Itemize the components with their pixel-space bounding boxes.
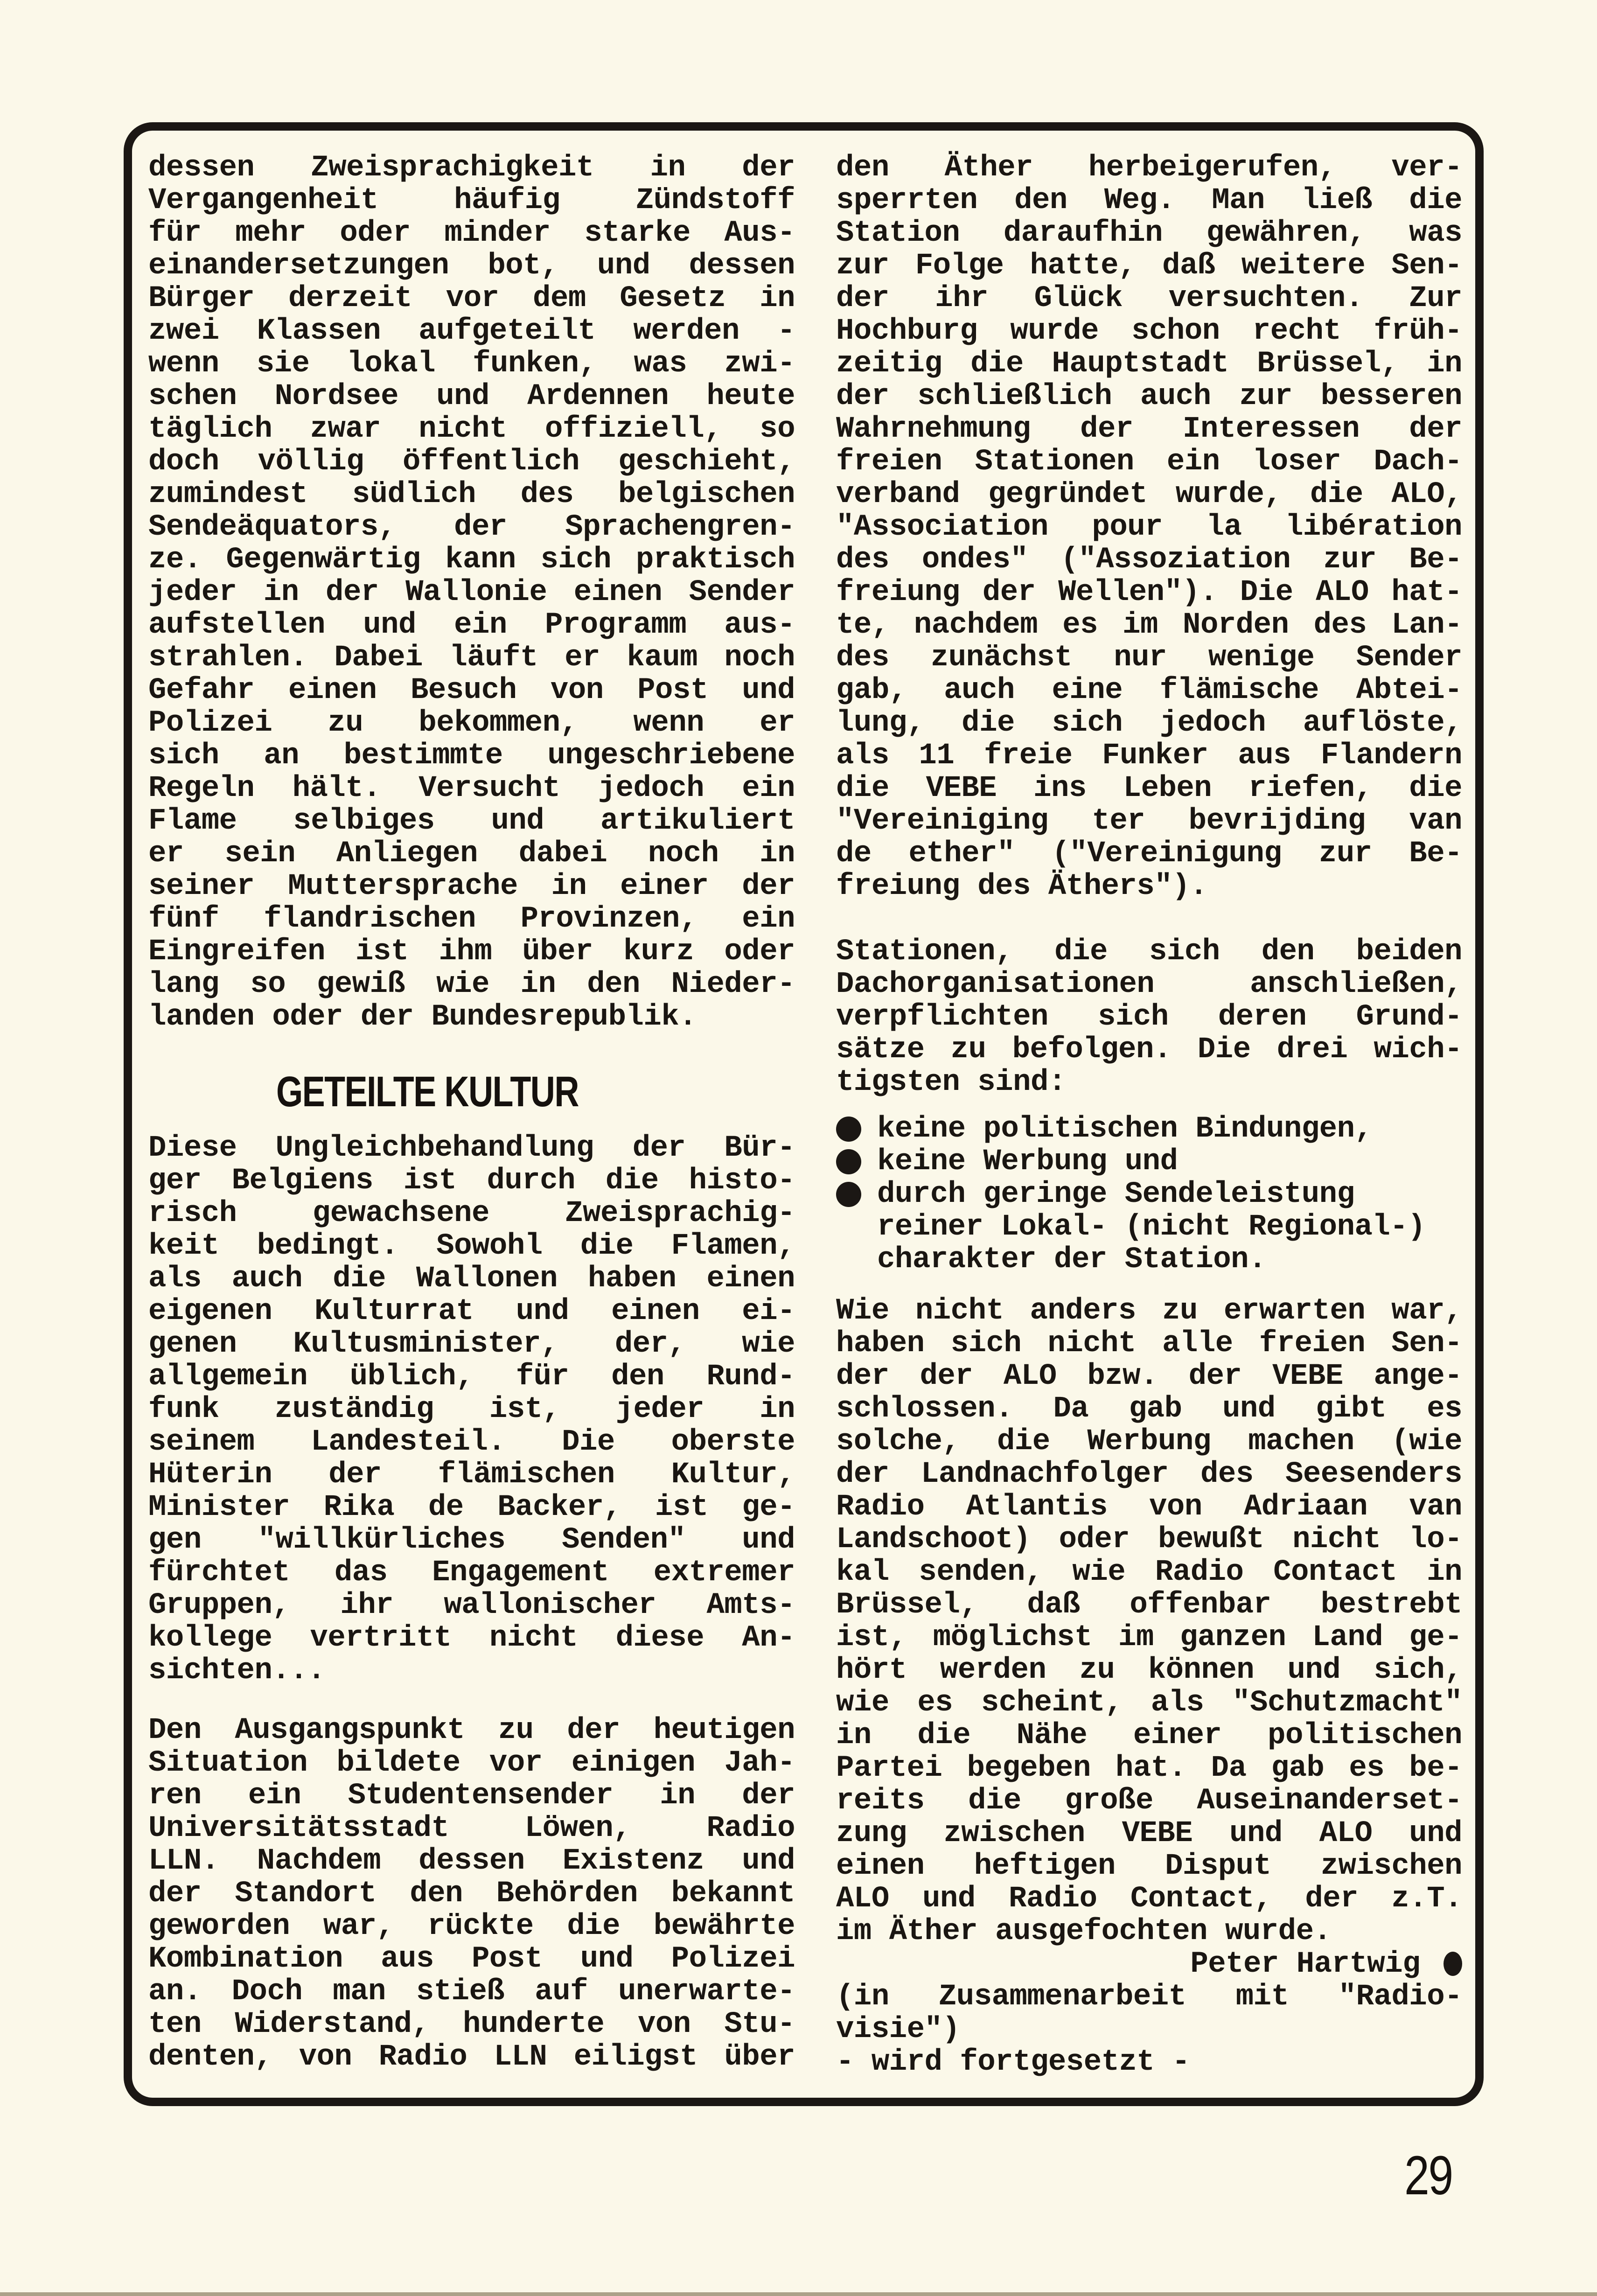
- text-line: zur Folge hatte, daß weitere Sen-: [836, 249, 1462, 283]
- text-line: LLN. Nachdem dessen Existenz und: [148, 1844, 795, 1878]
- text-line: strahlen. Dabei läuft er kaum noch: [148, 641, 795, 675]
- section-heading: GETEILTE KULTUR: [276, 1068, 579, 1116]
- text-line: als 11 freie Funker aus Flandern: [836, 739, 1462, 773]
- text-line: sich an bestimmte ungeschriebene: [148, 739, 795, 773]
- text-line: Vergangenheit häufig Zündstoff: [148, 184, 795, 217]
- bullet-icon: [836, 1149, 861, 1174]
- text-line: freiung der Wellen"). Die ALO hat-: [836, 576, 1462, 609]
- text-line: Brüssel, daß offenbar bestrebt: [836, 1588, 1462, 1622]
- text-line: Hochburg wurde schon recht früh-: [836, 314, 1462, 348]
- bullet-item-line: keine Werbung und: [877, 1145, 1178, 1179]
- text-line: doch völlig öffentlich geschieht,: [148, 445, 795, 479]
- text-line: Sendeäquators, der Sprachengren-: [148, 510, 795, 544]
- text-line: Regeln hält. Versucht jedoch ein: [148, 772, 795, 805]
- text-line: genen Kultusminister, der, wie: [148, 1327, 795, 1361]
- text-line: Eingreifen ist ihm über kurz oder: [148, 935, 795, 969]
- text-line: ALO und Radio Contact, der z.T.: [836, 1882, 1462, 1916]
- text-line: in die Nähe einer politischen: [836, 1719, 1462, 1752]
- text-line: te, nachdem es im Norden des Lan-: [836, 608, 1462, 642]
- bullet-item-line: charakter der Station.: [877, 1243, 1266, 1277]
- text-line: des ondes" ("Assoziation zur Be-: [836, 543, 1462, 577]
- author-name: Peter Hartwig: [1190, 1947, 1421, 1981]
- text-line: dessen Zweisprachigkeit in der: [148, 151, 795, 185]
- text-line: keit bedingt. Sowohl die Flamen,: [148, 1229, 795, 1263]
- text-line: ze. Gegenwärtig kann sich praktisch: [148, 543, 795, 577]
- text-line: gen "willkürliches Senden" und: [148, 1523, 795, 1557]
- text-line: funk zuständig ist, jeder in: [148, 1393, 795, 1426]
- bullet-icon: [836, 1182, 861, 1207]
- author-line: [836, 1948, 1462, 1981]
- text-line: des zunächst nur wenige Sender: [836, 641, 1462, 675]
- end-mark-icon: [1444, 1952, 1462, 1976]
- text-line: fürchtet das Engagement extremer: [148, 1556, 795, 1590]
- text-line: Wie nicht anders zu erwarten war,: [836, 1294, 1462, 1328]
- text-line: ist, möglichst im ganzen Land ge-: [836, 1621, 1462, 1654]
- text-line: Bürger derzeit vor dem Gesetz in: [148, 282, 795, 315]
- text-line: "Vereiniging ter bevrijding van: [836, 804, 1462, 838]
- right-column: [836, 0, 1462, 2296]
- text-line: der Landnachfolger des Seesenders: [836, 1458, 1462, 1491]
- text-line: denten, von Radio LLN eiligst über: [148, 2040, 795, 2074]
- text-line: lang so gewiß wie in den Nieder-: [148, 968, 795, 1001]
- text-line: seinem Landesteil. Die oberste: [148, 1425, 795, 1459]
- text-line: Station daraufhin gewähren, was: [836, 216, 1462, 250]
- text-line: seiner Muttersprache in einer der: [148, 870, 795, 903]
- text-line: solche, die Werbung machen (wie: [836, 1425, 1462, 1459]
- bullet-item-line: keine politischen Bindungen,: [877, 1112, 1373, 1146]
- text-line: gab, auch eine flämische Abtei-: [836, 674, 1462, 707]
- credit-line-1: (in Zusammenarbeit mit "Radio-: [836, 1980, 1462, 2014]
- text-line: schlossen. Da gab und gibt es: [836, 1392, 1462, 1426]
- text-line: ren ein Studentensender in der: [148, 1779, 795, 1813]
- text-line: einandersetzungen bot, und dessen: [148, 249, 795, 283]
- text-line: verpflichten sich deren Grund-: [836, 1000, 1462, 1034]
- text-line: fünf flandrischen Provinzen, ein: [148, 902, 795, 936]
- text-line: reits die große Auseinanderset-: [836, 1784, 1462, 1818]
- text-line: kollege vertritt nicht diese An-: [148, 1621, 795, 1655]
- text-line: tigsten sind:: [836, 1066, 1066, 1099]
- text-line: Den Ausgangspunkt zu der heutigen: [148, 1714, 795, 1747]
- text-line: Universitätsstadt Löwen, Radio: [148, 1812, 795, 1845]
- text-line: zumindest südlich des belgischen: [148, 478, 795, 511]
- text-line: de ether" ("Vereinigung zur Be-: [836, 837, 1462, 871]
- text-line: für mehr oder minder starke Aus-: [148, 216, 795, 250]
- text-line: Diese Ungleichbehandlung der Bür-: [148, 1131, 795, 1165]
- text-line: Minister Rika de Backer, ist ge-: [148, 1491, 795, 1524]
- bullet-item-line: reiner Lokal- (nicht Regional-): [877, 1210, 1426, 1244]
- page-number: 29: [1404, 2145, 1452, 2206]
- text-line: zwei Klassen aufgeteilt werden -: [148, 314, 795, 348]
- text-line: Partei begeben hat. Da gab es be-: [836, 1752, 1462, 1785]
- bullet-icon: [836, 1117, 861, 1142]
- left-column: [148, 0, 795, 2296]
- text-line: der der ALO bzw. der VEBE ange-: [836, 1360, 1462, 1393]
- continued-note: - wird fortgesetzt -: [836, 2045, 1190, 2079]
- text-line: der schließlich auch zur besseren: [836, 380, 1462, 413]
- text-line: "Association pour la libération: [836, 510, 1462, 544]
- text-line: sätze zu befolgen. Die drei wich-: [836, 1033, 1462, 1067]
- text-line: Hüterin der flämischen Kultur,: [148, 1458, 795, 1492]
- text-line: als auch die Wallonen haben einen: [148, 1262, 795, 1296]
- text-line: zeitig die Hauptstadt Brüssel, in: [836, 347, 1462, 381]
- text-line: täglich zwar nicht offiziell, so: [148, 412, 795, 446]
- credit-line-2: visie"): [836, 2013, 960, 2046]
- text-line: eigenen Kulturrat und einen ei-: [148, 1295, 795, 1328]
- text-line: haben sich nicht alle freien Sen-: [836, 1327, 1462, 1361]
- text-line: sperrten den Weg. Man ließ die: [836, 184, 1462, 217]
- text-line: Wahrnehmung der Interessen der: [836, 412, 1462, 446]
- text-line: kal senden, wie Radio Contact in: [836, 1556, 1462, 1589]
- text-line: Flame selbiges und artikuliert: [148, 804, 795, 838]
- text-line: landen oder der Bundesrepublik.: [148, 1000, 697, 1034]
- text-line: die VEBE ins Leben riefen, die: [836, 772, 1462, 805]
- text-line: den Äther herbeigerufen, ver-: [836, 151, 1462, 185]
- text-line: freien Stationen ein loser Dach-: [836, 445, 1462, 479]
- text-line: verband gegründet wurde, die ALO,: [836, 478, 1462, 511]
- text-line: im Äther ausgefochten wurde.: [836, 1915, 1332, 1948]
- text-line: hört werden zu können und sich,: [836, 1654, 1462, 1687]
- text-line: jeder in der Wallonie einen Sender: [148, 576, 795, 609]
- text-line: allgemein üblich, für den Rund-: [148, 1360, 795, 1394]
- text-line: Radio Atlantis von Adriaan van: [836, 1490, 1462, 1524]
- text-line: zung zwischen VEBE und ALO und: [836, 1817, 1462, 1850]
- text-line: Gefahr einen Besuch von Post und: [148, 674, 795, 707]
- text-line: Landschoot) oder bewußt nicht lo-: [836, 1523, 1462, 1556]
- text-line: Dachorganisationen anschließen,: [836, 968, 1462, 1001]
- text-line: er sein Anliegen dabei noch in: [148, 837, 795, 871]
- text-line: aufstellen und ein Programm aus-: [148, 608, 795, 642]
- text-line: wenn sie lokal funken, was zwi-: [148, 347, 795, 381]
- text-line: ten Widerstand, hunderte von Stu-: [148, 2008, 795, 2041]
- text-line: Polizei zu bekommen, wenn er: [148, 706, 795, 740]
- text-line: einen heftigen Disput zwischen: [836, 1849, 1462, 1883]
- bullet-item-line: durch geringe Sendeleistung: [877, 1178, 1355, 1211]
- text-line: risch gewachsene Zweisprachig-: [148, 1197, 795, 1230]
- text-line: der Standort den Behörden bekannt: [148, 1877, 795, 1911]
- text-line: wie es scheint, als "Schutzmacht": [836, 1686, 1462, 1720]
- text-line: freiung des Äthers").: [836, 870, 1208, 903]
- text-line: Gruppen, ihr wallonischer Amts-: [148, 1589, 795, 1622]
- text-line: der ihr Glück versuchten. Zur: [836, 282, 1462, 315]
- text-line: sichten...: [148, 1654, 326, 1688]
- text-line: an. Doch man stieß auf unerwarte-: [148, 1975, 795, 2009]
- text-line: Kombination aus Post und Polizei: [148, 1942, 795, 1976]
- text-line: geworden war, rückte die bewährte: [148, 1910, 795, 1943]
- text-line: lung, die sich jedoch auflöste,: [836, 706, 1462, 740]
- text-line: ger Belgiens ist durch die histo-: [148, 1164, 795, 1198]
- text-line: schen Nordsee und Ardennen heute: [148, 380, 795, 413]
- text-line: Situation bildete vor einigen Jah-: [148, 1746, 795, 1780]
- text-line: Stationen, die sich den beiden: [836, 935, 1462, 969]
